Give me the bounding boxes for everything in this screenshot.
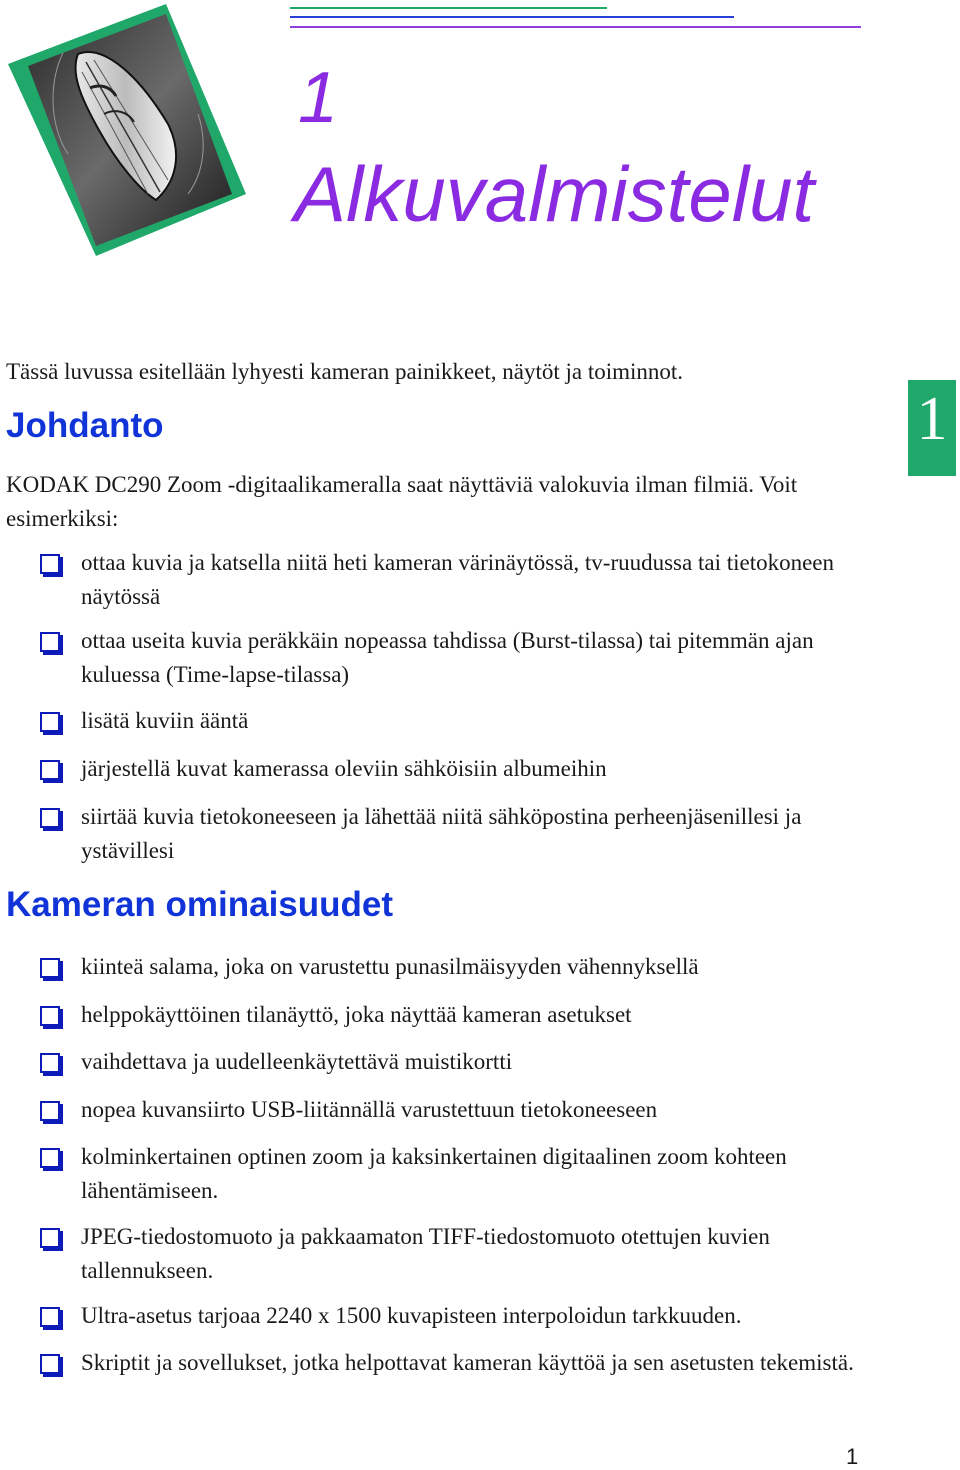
header-rule-blue	[290, 16, 734, 18]
checkbox-square-icon	[40, 554, 60, 574]
list-item: ottaa useita kuvia peräkkäin nopeassa tahdissa (Burst-tilassa) tai pitemmän ajan kuluessa (Time-lapse-tilassa)	[40, 624, 860, 692]
checkbox-square-icon	[40, 1354, 60, 1374]
intro-text: Tässä luvussa esitellään lyhyesti kameran painikkeet, näytöt ja toiminnot.	[6, 359, 684, 384]
checkbox-square-icon	[40, 632, 60, 652]
speedboat-image	[8, 4, 246, 256]
header-rule-green	[290, 7, 607, 9]
section-heading-kameran-ominaisuudet: Kameran ominaisuudet	[6, 885, 394, 924]
list-item: kolminkertainen optinen zoom ja kaksinkertainen digitaalinen zoom kohteen lähentämiseen.	[40, 1140, 860, 1208]
list-item: siirtää kuvia tietokoneeseen ja lähettää niitä sähköpostina perheenjäsenillesi ja ystävillesi	[40, 800, 860, 868]
checkbox-square-icon	[40, 1006, 60, 1026]
list-item: JPEG-tiedostomuoto ja pakkaamaton TIFF-tiedostomuoto otettujen kuvien tallennukseen.	[40, 1220, 860, 1288]
list-item: ottaa kuvia ja katsella niitä heti kameran värinäytössä, tv-ruudussa tai tietokoneen näytössä	[40, 546, 860, 614]
list-item: Skriptit ja sovellukset, jotka helpottavat kameran käyttöä ja sen asetusten tekemistä.	[40, 1346, 860, 1380]
list-item: lisätä kuviin ääntä	[40, 704, 860, 738]
section-heading-johdanto: Johdanto	[6, 406, 164, 445]
checkbox-square-icon	[40, 1101, 60, 1121]
chapter-side-tab: 1	[908, 380, 956, 476]
list-item: vaihdettava ja uudelleenkäytettävä muistikortti	[40, 1045, 860, 1079]
intro-paragraph: KODAK DC290 Zoom -digitaalikameralla saat näyttäviä valokuvia ilman filmiä. Voit esimerkiksi:	[6, 472, 798, 531]
list-item: järjestellä kuvat kamerassa oleviin sähköisiin albumeihin	[40, 752, 860, 786]
checkbox-square-icon	[40, 1307, 60, 1327]
page-number: 1	[846, 1444, 859, 1469]
list-item: nopea kuvansiirto USB-liitännällä varustettuun tietokoneeseen	[40, 1093, 860, 1127]
speedboat-photo	[8, 4, 246, 256]
checkbox-square-icon	[40, 1053, 60, 1073]
list-item: kiinteä salama, joka on varustettu punasilmäisyyden vähennyksellä	[40, 950, 860, 984]
checkbox-square-icon	[40, 1228, 60, 1248]
checkbox-square-icon	[40, 760, 60, 780]
list-item: helppokäyttöinen tilanäyttö, joka näyttää kameran asetukset	[40, 998, 860, 1032]
chapter-number: 1	[298, 58, 339, 138]
checkbox-square-icon	[40, 712, 60, 732]
list-item: Ultra-asetus tarjoaa 2240 x 1500 kuvapisteen interpoloidun tarkkuuden.	[40, 1299, 860, 1333]
checkbox-square-icon	[40, 808, 60, 828]
checkbox-square-icon	[40, 958, 60, 978]
header-rule-purple	[290, 26, 861, 28]
checkbox-square-icon	[40, 1148, 60, 1168]
chapter-title: Alkuvalmistelut	[294, 150, 815, 238]
